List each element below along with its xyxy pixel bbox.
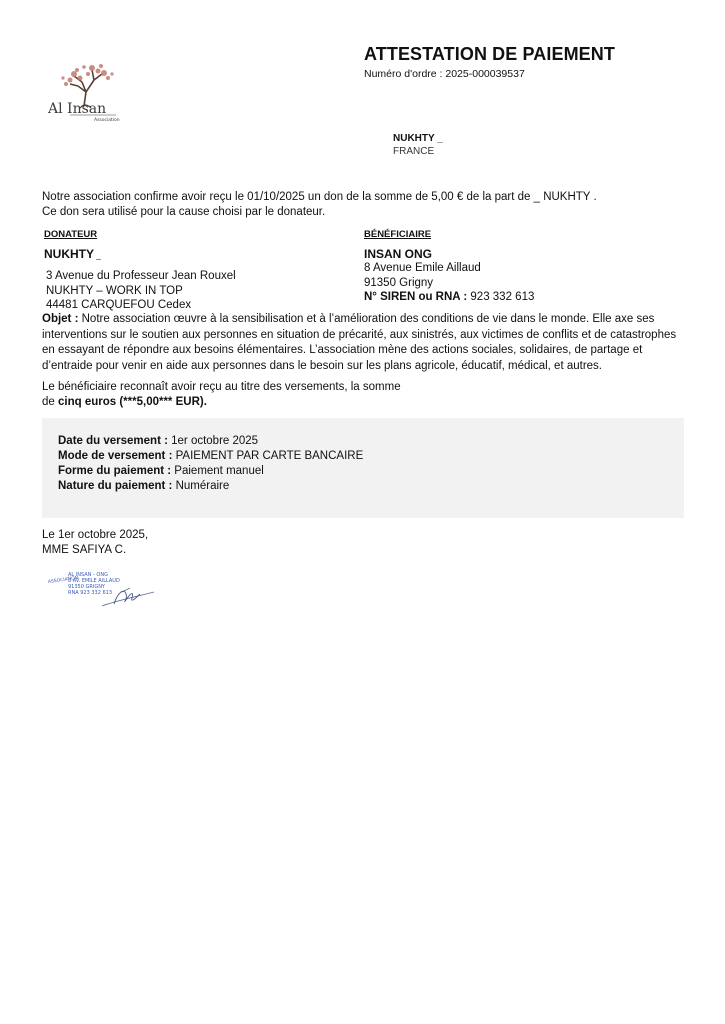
recipient-block: [393, 132, 443, 158]
beneficiary-name: INSAN ONG: [364, 246, 433, 261]
donor-name-text: NUKHTY: [44, 246, 94, 261]
intro-line-1: Notre association confirme avoir reçu le 01/10/2025 un don de la somme de 5,00 € de la part de _ NUKHTY .: [42, 191, 597, 203]
payment-row-form: [58, 464, 363, 479]
beneficiary-block: [364, 228, 684, 305]
beneficiary-siren: [364, 290, 684, 305]
siren-label: N° SIREN ou RNA :: [364, 291, 471, 303]
donor-name-suffix: _: [94, 250, 101, 260]
donor-address-1: 3 Avenue du Professeur Jean Rouxel: [46, 270, 236, 282]
donor-name: [44, 247, 344, 264]
stamp-line-4: RNA 923 332 613: [68, 590, 113, 596]
donor-heading: DONATEUR: [44, 229, 98, 240]
order-value: 2025-000039537: [445, 68, 525, 80]
intro-line-2: Ce don sera utilisé pour la cause choisi par le donateur.: [42, 206, 326, 218]
acknowledgement: [42, 380, 684, 410]
tree-logo-icon: [44, 62, 134, 124]
order-label: Numéro d'ordre :: [364, 68, 446, 80]
payment-date-value: 1er octobre 2025: [171, 435, 259, 447]
objet-paragraph: [42, 312, 684, 374]
payment-nature-value: Numéraire: [175, 480, 230, 492]
payment-details-box: [42, 418, 684, 518]
handwritten-signature: [100, 582, 156, 612]
beneficiary-address-2: 91350 Grigny: [364, 276, 434, 289]
donor-block: [44, 228, 344, 313]
intro-paragraph: [42, 190, 682, 220]
payment-date-label: Date du versement :: [58, 435, 172, 447]
stamp-line-1: AL INSAN - ONG: [68, 572, 108, 578]
payment-row-mode: [58, 449, 363, 464]
recipient-name: NUKHTY _: [393, 133, 443, 144]
closing-signer: MME SAFIYA C.: [42, 544, 127, 556]
closing-date: Le 1er octobre 2025,: [42, 529, 149, 541]
payment-nature-label: Nature du paiement :: [58, 480, 176, 492]
donor-address-2: NUKHTY – WORK IN TOP: [46, 284, 183, 297]
beneficiary-heading: BÉNÉFICIAIRE: [364, 229, 432, 240]
beneficiary-address-1: 8 Avenue Emile Aillaud: [364, 262, 481, 274]
logo-wordmark: Al Insan: [48, 101, 107, 117]
objet-label: Objet :: [42, 313, 82, 325]
siren-value: 923 332 613: [470, 291, 535, 303]
payment-mode-value: PAIEMENT PAR CARTE BANCAIRE: [175, 450, 364, 462]
closing-block: [42, 528, 148, 558]
stamp-line-2: 8 AV. EMILE AILLAUD: [68, 578, 120, 584]
ack-line-1: Le bénéficiaire reconnaît avoir reçu au titre des versements, la somme: [42, 381, 401, 393]
signature-icon: [100, 582, 156, 612]
logo-subtitle: Association: [94, 118, 120, 123]
donor-address-3: 44481 CARQUEFOU Cedex: [46, 299, 192, 311]
payment-row-date: [58, 434, 363, 449]
association-logo: [44, 62, 134, 124]
payment-form-label: Forme du paiement :: [58, 465, 175, 477]
stamp-side: ASSOCIATION: [47, 575, 79, 586]
ack-line-2: [42, 395, 684, 410]
ack-amount: cinq euros (***5,00*** EUR).: [58, 396, 207, 408]
ack-prefix: de: [42, 396, 58, 408]
payment-mode-label: Mode de versement :: [58, 450, 176, 462]
recipient-country: FRANCE: [393, 146, 435, 157]
payment-form-value: Paiement manuel: [174, 465, 264, 477]
document-title: ATTESTATION DE PAIEMENT: [364, 44, 615, 64]
stamp-line-3: 91350 GRIGNY: [68, 584, 105, 590]
order-number: [364, 68, 525, 80]
payment-row-nature: [58, 479, 363, 494]
objet-text: Notre association œuvre à la sensibilisation et à l’amélioration des conditions de vie dans le monde. Elle axe ses interventions sur le soutien aux personnes en situation de précarité, aux sinistrés, aux victimes de conflits et de catastrophes en essayant de répondre aux besoins élémentaires. L’association mène des actions sociales, solidaires, de partage et d’entraide pour venir en aide aux personnes dans le besoin sur les plans agricole, éducatif, médical, et autres.: [42, 313, 677, 372]
